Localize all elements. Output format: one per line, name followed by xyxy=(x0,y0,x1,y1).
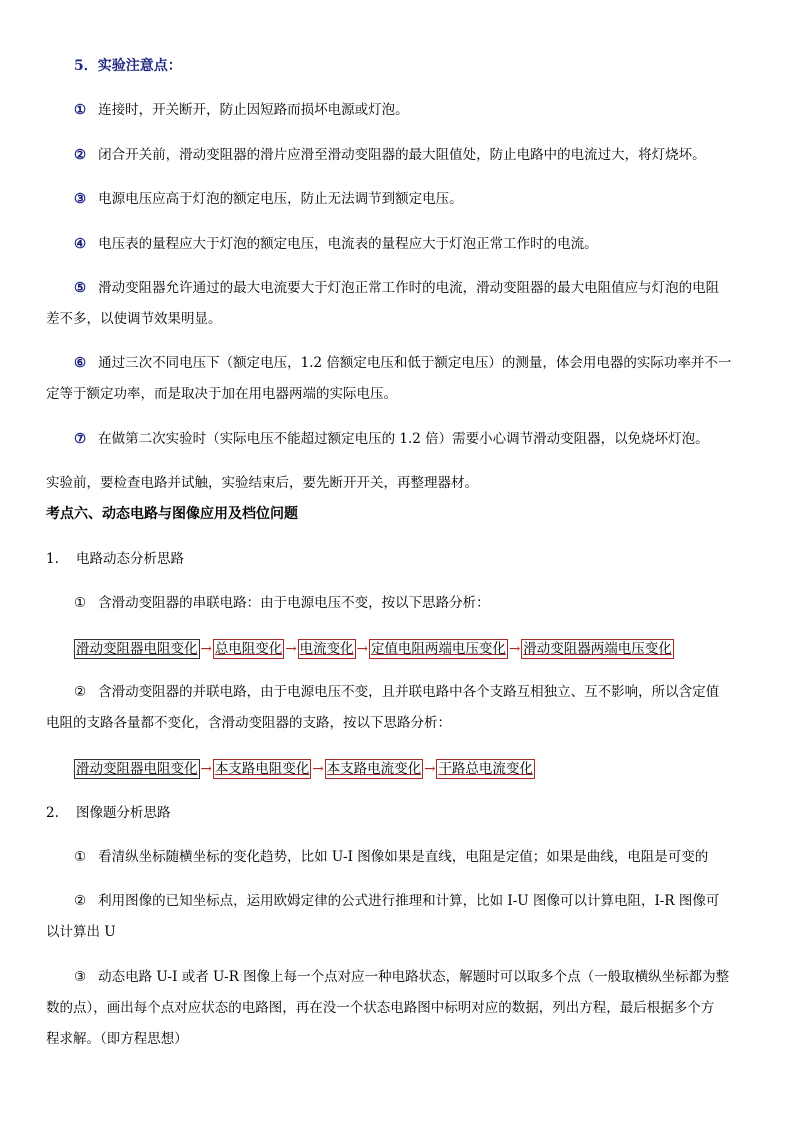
item-number: ② xyxy=(74,893,87,909)
section-5-title: 5．实验注意点： xyxy=(74,58,182,74)
item-number: ⑤ xyxy=(74,280,87,296)
part-2-item-2 xyxy=(74,892,719,910)
item-number: ① xyxy=(74,595,87,611)
item-text: 看清纵坐标随横坐标的变化趋势，比如 U-I 图像如果是直线，电阻是定值；如果是曲线，电阻是可变的 xyxy=(98,849,709,865)
note-item-3 xyxy=(74,190,463,208)
arrow-icon: → xyxy=(200,761,212,777)
arrow-icon: → xyxy=(312,761,324,777)
item-number: ⑦ xyxy=(74,431,87,447)
chain-step: 干路总电流变化 xyxy=(438,761,533,777)
arrow-icon: → xyxy=(356,641,368,657)
chain-step: 本支路电流变化 xyxy=(326,761,422,777)
chain-step: 总电阻变化 xyxy=(214,641,283,657)
note-item-6 xyxy=(74,354,731,372)
arrow-icon: → xyxy=(424,761,436,777)
section-6-title: 考点六、动态电路与图像应用及档位问题 xyxy=(46,506,298,522)
item-text: 含滑动变阻器的并联电路，由于电源电压不变，且并联电路中各个支路互相独立、互不影响，所以含定值 xyxy=(98,684,720,700)
part-2-item-3 xyxy=(74,968,729,986)
chain-step: 本支路电阻变化 xyxy=(214,761,310,777)
note-item-5-cont: 差不多，以使调节效果明显。 xyxy=(46,311,222,327)
chain-step: 滑动变阻器两端电压变化 xyxy=(523,641,672,657)
chain-step: 电流变化 xyxy=(299,641,354,657)
item-number: ② xyxy=(74,684,87,700)
analysis-chain-parallel xyxy=(74,759,535,779)
part-2-item-3-cont-1: 数的点），画出每个点对应状态的电路图，再在没一个状态电路图中标明对应的数据，列出方程，最后根据多个方 xyxy=(46,1000,715,1016)
chain-step: 滑动变阻器电阻变化 xyxy=(76,641,198,657)
part-1-heading xyxy=(46,550,184,568)
part-2-heading xyxy=(46,804,171,822)
item-text: 电源电压应高于灯泡的额定电压，防止无法调节到额定电压。 xyxy=(98,191,463,207)
part-number: 1. xyxy=(46,551,59,567)
item-text: 含滑动变阻器的串联电路：由于电源电压不变，按以下思路分析： xyxy=(98,595,490,611)
note-item-6-cont: 定等于额定功率，而是取决于加在用电器两端的实际电压。 xyxy=(46,386,397,402)
part-1-item-2 xyxy=(74,683,719,701)
note-item-4 xyxy=(74,235,598,253)
part-1-item-2-cont: 电阻的支路各量都不变化，含滑动变阻器的支路，按以下思路分析： xyxy=(46,715,451,731)
item-number: ① xyxy=(74,849,87,865)
chain-step: 定值电阻两端电压变化 xyxy=(370,641,506,657)
arrow-icon: → xyxy=(200,641,212,657)
item-text: 闭合开关前，滑动变阻器的滑片应滑至滑动变阻器的最大阻值处，防止电路中的电流过大，将灯烧坏。 xyxy=(98,147,706,163)
item-number: ③ xyxy=(74,191,87,207)
part-number: 2. xyxy=(46,805,59,821)
note-item-5 xyxy=(74,279,719,297)
item-number: ① xyxy=(74,102,87,118)
item-text: 动态电路 U-I 或者 U-R 图像上每一个点对应一种电路状态，解题时可以取多个点（一般取横纵坐标都为整 xyxy=(98,969,730,985)
note-item-2 xyxy=(74,146,706,164)
part-2-item-1 xyxy=(74,848,708,866)
item-text: 连接时，开关断开，防止因短路而损坏电源或灯泡。 xyxy=(98,102,409,118)
part-title: 电路动态分析思路 xyxy=(76,551,184,567)
item-number: ④ xyxy=(74,236,87,252)
item-text: 利用图像的已知坐标点，运用欧姆定律的公式进行推理和计算，比如 I-U 图像可以计算电阻，I-R 图像可 xyxy=(98,893,720,909)
arrow-icon: → xyxy=(508,641,521,657)
arrow-icon: → xyxy=(285,641,297,657)
item-number: ⑥ xyxy=(74,355,87,371)
part-title: 图像题分析思路 xyxy=(76,805,171,821)
item-text: 滑动变阻器允许通过的最大电流要大于灯泡正常工作时的电流，滑动变阻器的最大电阻值应与灯泡的电阻 xyxy=(98,280,720,296)
note-item-7 xyxy=(74,430,709,448)
note-item-1 xyxy=(74,101,409,119)
item-text: 通过三次不同电压下（额定电压，1.2 倍额定电压和低于额定电压）的测量，体会用电器的实际功率并不一 xyxy=(98,355,732,371)
item-number: ② xyxy=(74,147,87,163)
part-1-item-1 xyxy=(74,594,490,612)
part-2-item-3-cont-2: 程求解。（即方程思想） xyxy=(46,1031,188,1047)
item-text: 在做第二次实验时（实际电压不能超过额定电压的 1.2 倍）需要小心调节滑动变阻器，以免烧坏灯泡。 xyxy=(98,431,709,447)
analysis-chain-series xyxy=(74,639,674,659)
chain-step: 滑动变阻器电阻变化 xyxy=(76,761,198,777)
part-2-item-2-cont: 以计算出 U xyxy=(46,924,116,940)
section-5-footer: 实验前，要检查电路并试触，实验结束后，要先断开开关，再整理器材。 xyxy=(46,475,478,491)
item-number: ③ xyxy=(74,969,87,985)
item-text: 电压表的量程应大于灯泡的额定电压，电流表的量程应大于灯泡正常工作时的电流。 xyxy=(98,236,598,252)
